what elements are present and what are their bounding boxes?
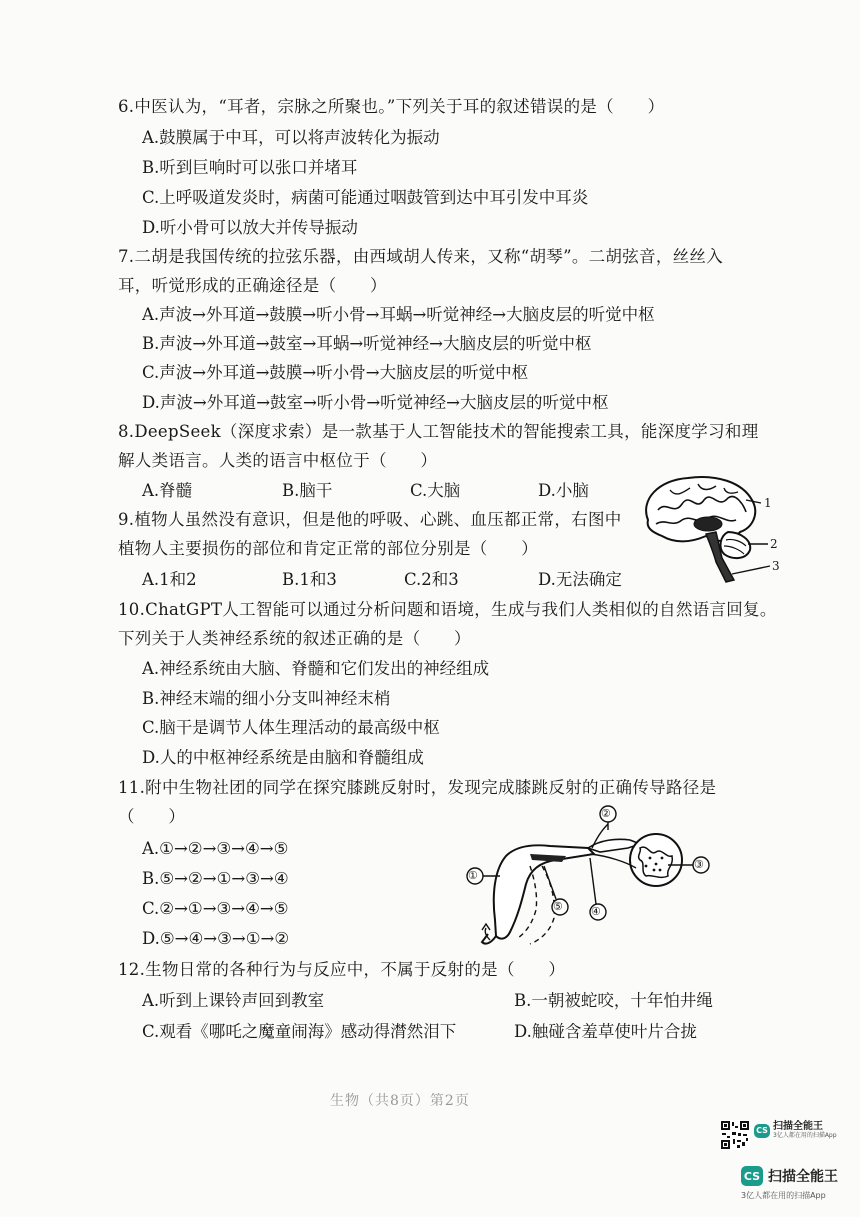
q10-option-a: A.神经系统由大脑、脊髓和它们发出的神经组成	[142, 659, 490, 678]
knee-reflex-diagram	[460, 800, 720, 950]
brain-label-1: 1	[764, 496, 772, 510]
q9-option-b: B.1和3	[282, 570, 337, 589]
cs-badge-icon: CS	[754, 1124, 770, 1138]
scanner-subtitle-small: 3亿人都在用的扫描App	[773, 1132, 837, 1139]
reflex-label-4: ④	[591, 905, 601, 918]
q10-option-c: C.脑干是调节人体生理活动的最高级中枢	[142, 718, 440, 737]
brain-label-3: 3	[772, 559, 780, 573]
scanner-title-small: 扫描全能王	[773, 1121, 823, 1132]
q11-option-d: D.⑤→④→③→①→②	[142, 929, 290, 948]
scanner-subtitle: 3亿人都在用的扫描App	[741, 1191, 826, 1200]
q7-option-d: D.声波→外耳道→鼓室→听小骨→听觉神经→大脑皮层的听觉中枢	[142, 393, 609, 412]
reflex-label-2: ②	[601, 807, 611, 820]
q9-stem-line2: 植物人主要损伤的部位和肯定正常的部位分别是（ ）	[118, 539, 538, 558]
q9-stem-line1: 9.植物人虽然没有意识，但是他的呼吸、心跳、血压都正常，右图中	[118, 510, 622, 529]
q9-option-c: C.2和3	[404, 570, 459, 589]
cs-badge-icon: CS	[741, 1166, 763, 1186]
qr-code-icon	[720, 1120, 750, 1150]
q10-stem-line1: 10.ChatGPT人工智能可以通过分析问题和语境，生成与我们人类相似的自然语言回复。	[118, 600, 777, 619]
reflex-label-5: ⑤	[553, 900, 563, 913]
q8-option-b: B.脑干	[282, 481, 333, 500]
q6-stem: 6.中医认为，“耳者，宗脉之所聚也。”下列关于耳的叙述错误的是（ ）	[118, 97, 665, 116]
q9-option-a: A.1和2	[142, 570, 197, 589]
q11-option-b: B.⑤→②→①→③→④	[142, 869, 289, 888]
reflex-label-3: ③	[694, 858, 704, 871]
brain-label-2: 2	[770, 537, 778, 551]
q6-option-b: B.听到巨响时可以张口并堵耳	[142, 158, 358, 177]
scanner-logo	[741, 1166, 838, 1186]
q8-option-c: C.大脑	[410, 481, 461, 500]
q11-stem-line2: （ ）	[118, 807, 186, 826]
q11-option-c: C.②→①→③→④→⑤	[142, 899, 289, 918]
q7-option-c: C.声波→外耳道→鼓膜→听小骨→大脑皮层的听觉中枢	[142, 363, 529, 382]
page-footer: 生物（共8页）第2页	[330, 1093, 470, 1109]
q10-stem-line2: 下列关于人类神经系统的叙述正确的是（ ）	[118, 629, 471, 648]
q9-option-d: D.无法确定	[538, 570, 622, 589]
q6-option-d: D.听小骨可以放大并传导振动	[142, 218, 358, 237]
scanner-logo-small	[754, 1121, 837, 1140]
q12-option-a: A.听到上课铃声回到教室	[142, 991, 325, 1010]
q6-option-c: C.上呼吸道发炎时，病菌可能通过咽鼓管到达中耳引发中耳炎	[142, 188, 589, 207]
q12-option-c: C.观看《哪吒之魔童闹海》感动得潸然泪下	[142, 1022, 457, 1041]
scanner-title: 扫描全能王	[768, 1169, 838, 1185]
q7-stem-line1: 7.二胡是我国传统的拉弦乐器，由西域胡人传来，又称“胡琴”。二胡弦音，丝丝入	[118, 247, 724, 266]
q8-stem-line2: 解人类语言。人类的语言中枢位于（ ）	[118, 451, 438, 470]
q7-stem-line2: 耳，听觉形成的正确途径是（ ）	[118, 276, 387, 295]
q11-option-a: A.①→②→③→④→⑤	[142, 839, 289, 858]
q10-option-b: B.神经末端的细小分支叫神经末梢	[142, 689, 391, 708]
q10-option-d: D.人的中枢神经系统是由脑和脊髓组成	[142, 748, 424, 767]
q7-option-b: B.声波→外耳道→鼓室→耳蜗→听觉神经→大脑皮层的听觉中枢	[142, 334, 592, 353]
q12-option-b: B.一朝被蛇咬，十年怕井绳	[514, 991, 713, 1010]
q8-option-a: A.脊髓	[142, 481, 193, 500]
q6-option-a: A.鼓膜属于中耳，可以将声波转化为振动	[142, 128, 440, 147]
q8-stem-line1: 8.DeepSeek（深度求索）是一款基于人工智能技术的智能搜索工具，能深度学习和理	[118, 422, 759, 441]
q12-stem: 12.生物日常的各种行为与反应中，不属于反射的是（ ）	[118, 960, 566, 979]
q12-option-d: D.触碰含羞草使叶片合拢	[514, 1022, 697, 1041]
q11-stem-line1: 11.附中生物社团的同学在探究膝跳反射时，发现完成膝跳反射的正确传导路径是	[118, 778, 717, 797]
reflex-label-1: ①	[468, 869, 478, 882]
q7-option-a: A.声波→外耳道→鼓膜→听小骨→耳蜗→听觉神经→大脑皮层的听觉中枢	[142, 305, 655, 324]
q8-option-d: D.小脑	[538, 481, 589, 500]
